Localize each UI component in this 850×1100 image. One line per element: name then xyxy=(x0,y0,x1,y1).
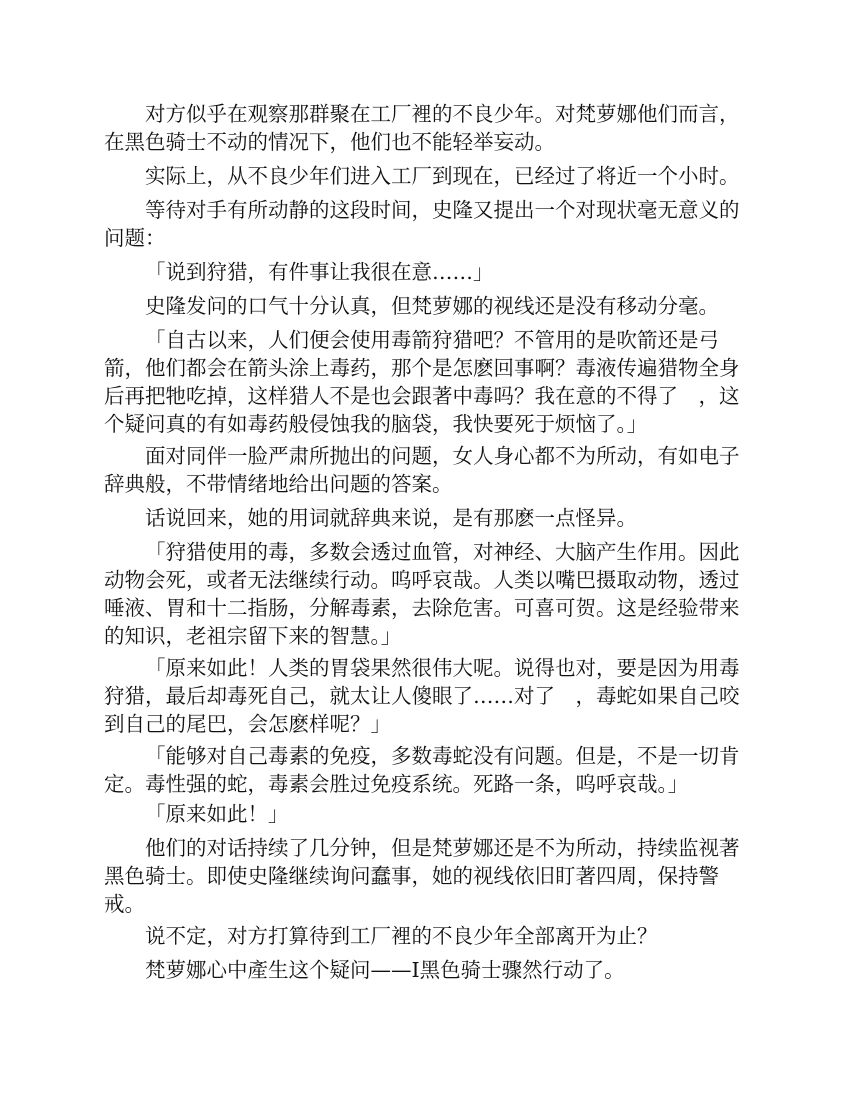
text-line: 动物会死，或者无法继续行动。呜呼哀哉。人类以嘴巴摄取动物，透过 xyxy=(104,568,740,592)
text-line: 梵萝娜心中產生这个疑问——I黑色骑士骤然行动了。 xyxy=(145,958,625,982)
text-line: 「狩猎使用的毒，多数会透过血管，对神经、大脑产生作用。因此 xyxy=(145,540,740,564)
text-line: 「原来如此！」 xyxy=(145,802,289,826)
text-line: 对方似乎在观察那群聚在工厂裡的不良少年。对梵萝娜他们而言， xyxy=(145,102,740,126)
paragraph xyxy=(104,742,754,798)
text-line: 黑色骑士。即使史隆继续询问蠢事，她的视线依旧盯著四周，保持警 xyxy=(104,864,719,888)
text-line: 「原来如此！人类的胃袋果然很伟大呢。说得也对，要是因为用毒 xyxy=(145,656,740,680)
text-line: 面对同伴一脸严肃所抛出的问题，女人身心都不为所动，有如电子 xyxy=(145,444,740,468)
text-line: 他们的对话持续了几分钟，但是梵萝娜还是不为所动，持续监视著 xyxy=(145,836,740,860)
paragraph xyxy=(104,834,754,918)
paragraph xyxy=(104,654,754,738)
paragraph xyxy=(104,162,754,190)
text-line: 个疑问真的有如毒药般侵蚀我的脑袋，我快要死于烦恼了。」 xyxy=(104,412,648,436)
paragraph xyxy=(104,292,754,320)
text-line: 「能够对自己毒素的免疫，多数毒蛇没有问题。但是，不是一切肯 xyxy=(145,744,740,768)
paragraph xyxy=(104,922,754,950)
text-line: 实际上，从不良少年们进入工厂到现在，已经过了将近一个小时。 xyxy=(145,164,740,188)
text-line: 定。毒性强的蛇，毒素会胜过免疫系统。死路一条，呜呼哀哉。」 xyxy=(104,772,689,796)
text-line: 狩猎，最后却毒死自己，就太让人傻眼了……对了 ，毒蛇如果自己咬 xyxy=(104,684,740,708)
paragraph xyxy=(104,196,754,252)
paragraph xyxy=(104,504,754,532)
text-line: 话说回来，她的用词就辞典来说，是有那麽一点怪异。 xyxy=(145,506,637,530)
text-line: 史隆发问的口气十分认真，但梵萝娜的视线还是没有移动分毫。 xyxy=(145,294,719,318)
paragraph xyxy=(104,258,754,286)
text-line: 问题： xyxy=(104,226,166,250)
text-line: 戒。 xyxy=(104,892,145,916)
paragraph xyxy=(104,956,754,984)
text-line: 「自古以来，人们便会使用毒箭狩猎吧？不管用的是吹箭还是弓 xyxy=(145,328,719,352)
paragraph xyxy=(104,538,754,650)
text-line: 的知识，老祖宗留下来的智慧。」 xyxy=(104,624,402,648)
text-line: 等待对手有所动静的这段时间，史隆又提出一个对现状毫无意义的 xyxy=(145,198,740,222)
text-line: 到自己的尾巴，会怎麽样呢？」 xyxy=(104,712,391,736)
paragraph xyxy=(104,800,754,828)
text-line: 辞典般，不带情绪地给出问题的答案。 xyxy=(104,472,453,496)
text-line: 箭，他们都会在箭头涂上毒药，那个是怎麽回事啊？毒液传遍猎物全身 xyxy=(104,356,740,380)
text-line: 在黑色骑士不动的情况下，他们也不能轻举妄动。 xyxy=(104,130,555,154)
paragraph xyxy=(104,326,754,438)
paragraph xyxy=(104,100,754,156)
text-line: 说不定，对方打算待到工厂裡的不良少年全部离开为止？ xyxy=(145,924,658,948)
text-line: 后再把牠吃掉，这样猎人不是也会跟著中毒吗？我在意的不得了 ，这 xyxy=(104,384,740,408)
text-line: 唾液、胃和十二指肠，分解毒素，去除危害。可喜可贺。这是经验带来 xyxy=(104,596,740,620)
text-line: 「说到狩猎，有件事让我很在意……」 xyxy=(145,260,494,284)
paragraph xyxy=(104,442,754,498)
